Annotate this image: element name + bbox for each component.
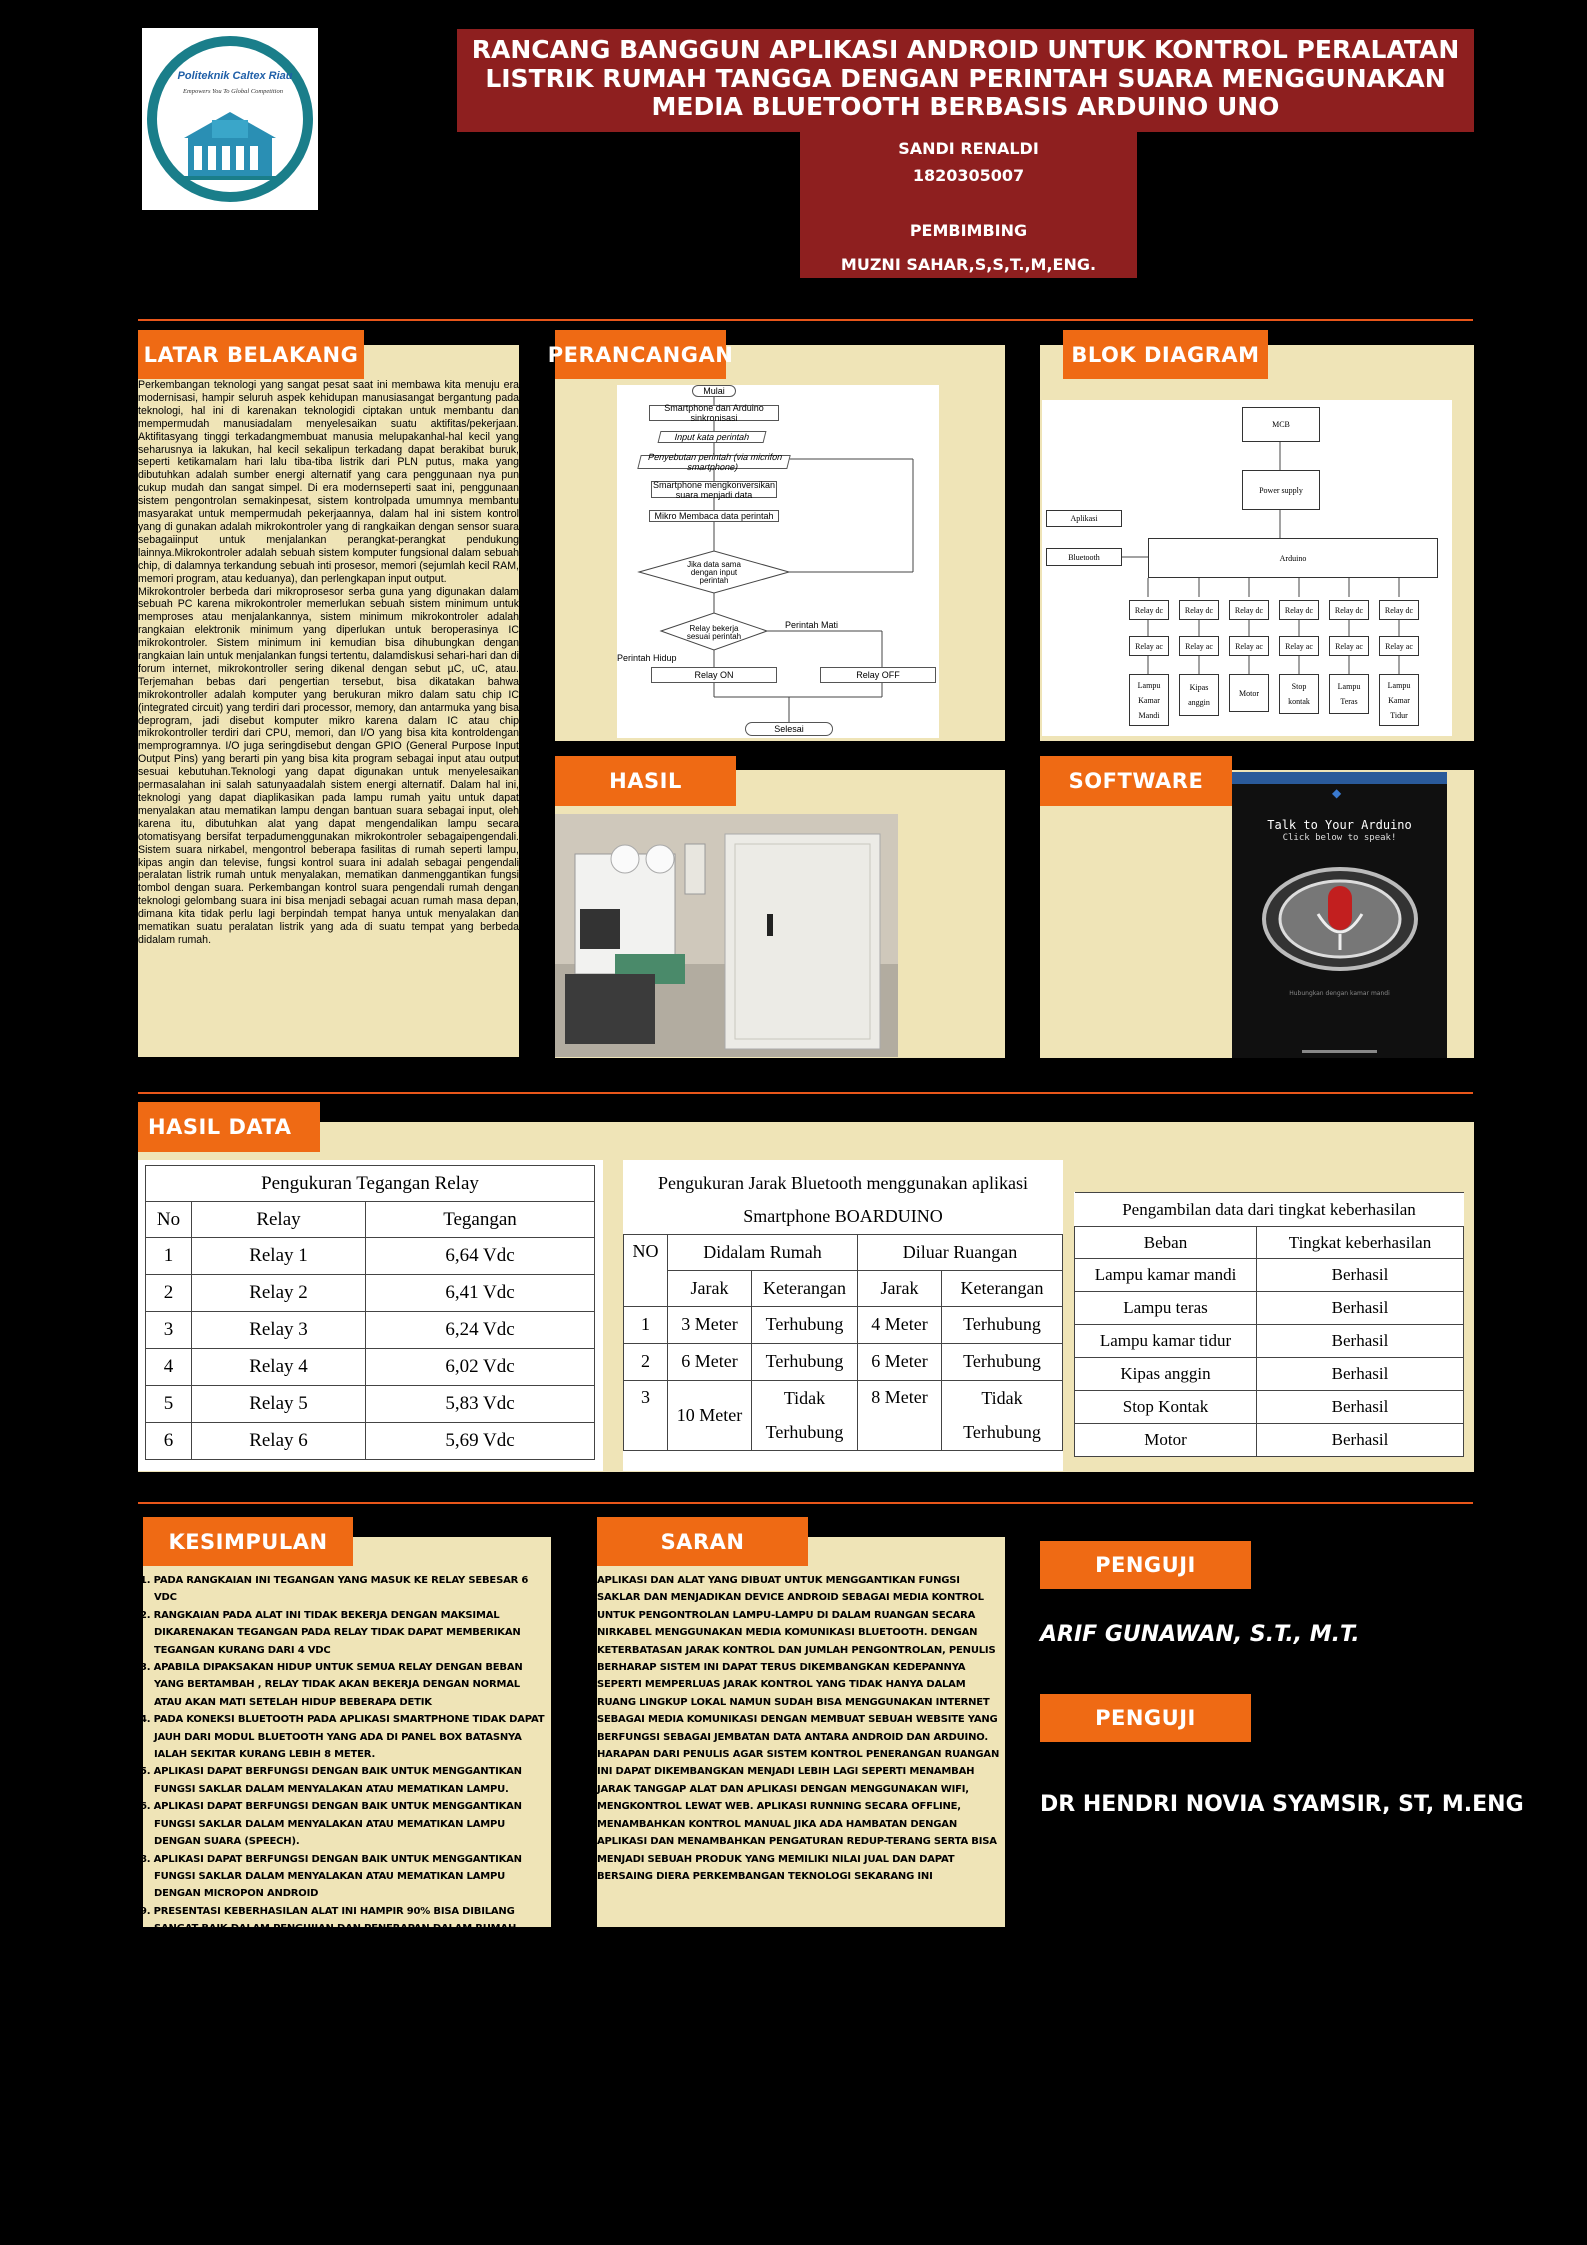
kesimpulan-item: 9. PRESENTASI KEBERHASILAN ALAT INI HAMPIR 90% BISA DIBILANG SANGAT BAIK DALAM PENGUJIAN DAN PENERAPAN DALAM RUMAH TANGGA — [140, 1905, 517, 1952]
table-row — [624, 1306, 1063, 1343]
title-line-2: LISTRIK RUMAH TANGGA DENGAN PERINTAH SUARA MENGGUNAKAN — [485, 64, 1446, 93]
logo — [142, 28, 318, 210]
table-header-no: No — [146, 1202, 192, 1238]
table-tegangan-title: Pengukuran Tegangan Relay — [146, 1166, 595, 1202]
table-jarak-header-ket: Keterangan — [752, 1270, 858, 1306]
fc-jika: Jika data sama dengan input perintah — [687, 560, 741, 585]
cell-relay: Relay 5 — [192, 1386, 366, 1423]
cell-jarak: 4 Meter — [858, 1306, 942, 1343]
fc-mulai: Mulai — [692, 385, 736, 397]
bd-mcb: MCB — [1242, 407, 1320, 442]
cell-relay: Relay 4 — [192, 1349, 366, 1386]
bd-relay-dc-5: Relay dc — [1329, 600, 1369, 620]
cell-no: 4 — [146, 1349, 192, 1386]
bd-relay-ac-2: Relay ac — [1179, 636, 1219, 656]
cell-jarak: 10 Meter — [668, 1380, 752, 1450]
microphone-icon[interactable] — [1260, 864, 1420, 974]
table-row — [146, 1349, 595, 1386]
cell-tingkat: Berhasil — [1257, 1325, 1464, 1358]
cell-no: 2 — [624, 1343, 668, 1380]
table-row — [1075, 1325, 1464, 1358]
table-row — [1075, 1424, 1464, 1457]
cell-relay: Relay 3 — [192, 1312, 366, 1349]
bd-relay-dc-4: Relay dc — [1279, 600, 1319, 620]
cell-no: 5 — [146, 1386, 192, 1423]
cell-tegangan: 5,69 Vdc — [366, 1423, 595, 1460]
device-photo — [555, 814, 898, 1057]
cell-no: 1 — [624, 1306, 668, 1343]
cell-ket: Tidak Terhubung — [752, 1380, 858, 1450]
cell-no: 1 — [146, 1238, 192, 1275]
kesimpulan-item: 3. APABILA DIPAKSAKAN HIDUP UNTUK SEMUA RELAY DENGAN BEBAN YANG BERTAMBAH , RELAY TIDAK AKAN BEKERJA DENGAN NORMAL ATAU AKAN MATI SETELAH HIDUP BEBERAPA DETIK — [140, 1662, 523, 1708]
hasil-data-tab: HASIL DATA — [138, 1102, 320, 1152]
cell-tingkat: Berhasil — [1257, 1292, 1464, 1325]
cell-tegangan: 6,64 Vdc — [366, 1238, 595, 1275]
penguji-name-1: ARIF GUNAWAN, S.T., M.T. — [1040, 1622, 1360, 1647]
table-row — [146, 1386, 595, 1423]
cell-jarak: 6 Meter — [858, 1343, 942, 1380]
cell-relay: Relay 1 — [192, 1238, 366, 1275]
bd-power: Power supply — [1242, 470, 1320, 510]
bd-load-5: Lampu Teras — [1329, 674, 1369, 714]
fc-penyebutan: Penyebutan perintah (via micrifon smartphone) — [637, 455, 790, 469]
table-jarak-header-dalam: Didalam Rumah — [668, 1234, 858, 1270]
fc-relay-q: Relay bekerja sesuai perintah — [686, 624, 742, 641]
author-box — [800, 132, 1137, 278]
cell-jarak: 6 Meter — [668, 1343, 752, 1380]
table-row — [624, 1343, 1063, 1380]
hasil-tab: HASIL — [555, 756, 736, 806]
cell-beban: Motor — [1075, 1424, 1257, 1457]
bd-relay-dc-6: Relay dc — [1379, 600, 1419, 620]
table-keberhasilan-title: Pengambilan data dari tingkat keberhasilan — [1075, 1193, 1464, 1227]
bd-load-6: Lampu Kamar Tidur — [1379, 674, 1419, 726]
bd-relay-ac-4: Relay ac — [1279, 636, 1319, 656]
software-tab: SOFTWARE — [1040, 756, 1232, 806]
penguji-tab-1: PENGUJI — [1040, 1541, 1251, 1589]
logo-emblem — [142, 28, 318, 210]
cell-no: 2 — [146, 1275, 192, 1312]
cell-beban: Lampu teras — [1075, 1292, 1257, 1325]
flowchart — [617, 385, 939, 738]
kesimpulan-item: 8. APLIKASI DAPAT BERFUNGSI DENGAN BAIK UNTUK MENGGANTIKAN FUNGSI SAKLAR DALAM MENYALAKAN ATAU MEMATIKAN LAMPU DENGAN MICROPON ANDROID — [140, 1853, 522, 1900]
cell-relay: Relay 6 — [192, 1423, 366, 1460]
app-header: Talk to Your Arduino — [1267, 818, 1412, 832]
device-photo-drawing — [555, 814, 898, 1057]
cell-tegangan: 5,83 Vdc — [366, 1386, 595, 1423]
bd-aplikasi: Aplikasi — [1046, 510, 1122, 527]
table-header-beban: Beban — [1075, 1227, 1257, 1259]
cell-jarak: 8 Meter — [858, 1380, 942, 1450]
cell-tingkat: Berhasil — [1257, 1358, 1464, 1391]
table-tegangan — [145, 1165, 595, 1460]
kesimpulan-item: 4. PADA KONEKSI BLUETOOTH PADA APLIKASI SMARTPHONE TIDAK DAPAT JAUH DARI MODUL BLUETOOTH YANG ADA DI PANEL BOX BATASNYA IALAH SEKITAR KURANG LEBIH 8 METER. — [140, 1714, 545, 1761]
bd-load-2: Kipas anggin — [1179, 674, 1219, 716]
cell-jarak: 3 Meter — [668, 1306, 752, 1343]
author-nim: 1820305007 — [912, 166, 1025, 185]
saran-text: APLIKASI DAN ALAT YANG DIBUAT UNTUK MENGGANTIKAN FUNGSI SAKLAR DAN MENJADIKAN DEVICE ANDROID SEBAGAI MEDIA KONTROL UNTUK PENGONTROLAN LAMPU-LAMPU DI DALAM RUANGAN SECARA NIRKABEL MENGGUNAKAN MEDIA KOMUNIKASI BLUETOOTH. DENGAN KETERBATASAN JARAK KONTROL DAN JUMLAH PENGONTROLAN, PENULIS BERHARAP SISTEM INI DAPAT TERUS DIKEMBANGKAN KEDEPANNYA SEPERTI MEMPERLUAS JARAK KONTROL YANG TIDAK HANYA DALAM RUANG LINGKUP LOKAL NAMUN SUDAH BISA MENGGUNAKAN INTERNET SEBAGAI MEDIA KOMUNIKASI DENGAN MEMBUAT SEBUAH WEBSITE YANG BERFUNGSI SEBAGAI JEMBATAN DATA ANTARA ANDROID DAN ARDUINO. HARAPAN DARI PENULIS AGAR SISTEM KONTROL PENERANGAN RUANGAN INI DAPAT DIKEMBANGKAN MENJADI LEBIH LAGI SEPERTI MENAMBAH JARAK TANGGAP ALAT DAN APLIKASI DENGAN MENGGUNAKAN WIFI, MENGKONTROL LEWAT WEB. APLIKASI RUNNING SECARA OFFLINE, MENAMBAHKAN KONTROL MANUAL JIKA ADA HAMBATAN DENGAN APLIKASI DAN MENAMBAHKAN PENGATURAN REDUP-TERANG SERTA BISA MENJADI SEBUAH PRODUK YANG MEMILIKI NILAI JUAL DAN DAPAT BERSAING DIERA PERKEMBANGAN TEKNOLOGI SEKARANG INI — [597, 1575, 1000, 1882]
title-line-1: RANCANG BANGGUN APLIKASI ANDROID UNTUK KONTROL PERALATAN — [471, 35, 1460, 64]
table-keberhasilan — [1074, 1192, 1464, 1457]
bd-arduino: Arduino — [1148, 538, 1438, 578]
perancangan-tab: PERANCANGAN — [555, 330, 726, 379]
bd-load-3: Motor — [1229, 674, 1269, 712]
saran-tab: SARAN — [597, 1517, 808, 1566]
cell-ket: Terhubung — [752, 1306, 858, 1343]
bd-load-1: Lampu Kamar Mandi — [1129, 674, 1169, 726]
kesimpulan-tab: KESIMPULAN — [143, 1517, 353, 1566]
block-diagram — [1042, 400, 1452, 736]
bd-bluetooth: Bluetooth — [1046, 548, 1122, 566]
kesimpulan-item: 2. RANGKAIAN PADA ALAT INI TIDAK BEKERJA DENGAN MAKSIMAL DIKARENAKAN TEGANGAN PADA RELAY TIDAK DAPAT MEMBERIKAN TEGANGAN KURANG DARI 4 VDC — [140, 1609, 521, 1656]
table-row — [1075, 1292, 1464, 1325]
app-screenshot — [1232, 772, 1447, 1058]
cell-tingkat: Berhasil — [1257, 1259, 1464, 1292]
table-row — [146, 1423, 595, 1460]
kesimpulan-item: 6. APLIKASI DAPAT BERFUNGSI DENGAN BAIK UNTUK MENGGANTIKAN FUNGSI SAKLAR DALAM MENYALAKAN ATAU MEMATIKAN LAMPU DENGAN SUARA (SPEECH). — [140, 1801, 522, 1848]
app-footer: Hubungkan dengan kamar mandi — [1289, 990, 1390, 997]
kesimpulan-item: 1. PADA RANGKAIAN INI TEGANGAN YANG MASUK KE RELAY SEBESAR 6 VDC — [140, 1575, 529, 1604]
cell-beban: Kipas anggin — [1075, 1358, 1257, 1391]
table-header-relay: Relay — [192, 1202, 366, 1238]
app-statusbar — [1232, 772, 1447, 784]
fc-convert: Smartphone mengkonversikan suara menjadi data — [652, 479, 776, 500]
bd-relay-dc-1: Relay dc — [1129, 600, 1169, 620]
fc-sync: Smartphone dan Arduino sinkronisasi — [649, 405, 779, 421]
cell-tegangan: 6,02 Vdc — [366, 1349, 595, 1386]
fc-relay-on: Relay ON — [651, 667, 777, 683]
fc-mikro: Mikro Membaca data perintah — [649, 510, 779, 522]
fc-input: Input kata perintah — [658, 431, 767, 443]
table-row — [1075, 1259, 1464, 1292]
blok-tab: BLOK DIAGRAM — [1063, 330, 1268, 379]
table-row — [146, 1275, 595, 1312]
table-jarak-header-luar: Diluar Ruangan — [858, 1234, 1063, 1270]
bd-relay-ac-5: Relay ac — [1329, 636, 1369, 656]
advisor-name: MUZNI SAHAR,S,S,T.,M,ENG. — [840, 255, 1097, 274]
table-jarak-header-no: NO — [624, 1234, 668, 1306]
cell-tingkat: Berhasil — [1257, 1424, 1464, 1457]
cell-tingkat: Berhasil — [1257, 1391, 1464, 1424]
cell-tegangan: 6,24 Vdc — [366, 1312, 595, 1349]
advisor-label: PEMBIMBING — [909, 221, 1028, 240]
table-jarak-title-2: Smartphone BOARDUINO — [743, 1206, 943, 1227]
fc-perintah-mati: Perintah Mati — [785, 620, 839, 630]
table-row — [146, 1238, 595, 1275]
author-name: SANDI RENALDI — [898, 139, 1039, 158]
cell-ket: Terhubung — [752, 1343, 858, 1380]
fc-perintah-hidup: Perintah Hidup — [617, 653, 677, 663]
fc-relay-off: Relay OFF — [820, 667, 936, 683]
cell-no: 6 — [146, 1423, 192, 1460]
table-row — [624, 1380, 1063, 1450]
cell-beban: Lampu kamar tidur — [1075, 1325, 1257, 1358]
cell-relay: Relay 2 — [192, 1275, 366, 1312]
latar-text: Perkembangan teknologi yang sangat pesat saat ini membawa kita menuju era modernisasi, hampir seluruh aspek kehidupan manusiasangat bergantung pada teknologi, hal ini di karenakan teknologidi ciptakan untuk membantu dan mempermudah manusiadalam menyelesaikan suatu aktifitas/pekerjaan. Aktifitasyang tinggi terkadangmembuat manusia melupakanhal-hal kecil yang seharusnya ia lakukan, hal kecil sekalipun terkadang dapat berakibat buruk, seperti ketikamalam hari lalu tiba-tiba listrik dari PLN putus, maka yang dibutuhkan adalah sumber energi alternatif yang cara penggunaan nya pun cukup mudah dan sangat simpel. Di era modernseperti saat ini, penggunaan sistem pengontrolan semakinpesat, sistem kontrolpada umumnya membantu masyarakat untuk mempermudah pekerjaannya, dalam hal ini sistem kontrol yang di gunakan adalah mikrokontroler yang di rangkaikan dengan sensor suara sebagaiinput untuk menjalankan perangkat-perangkat pendukung lainnya.Mikrokontroler adalah sebuah sistem komputer fungsional dalam sebuah chip, di dalamnya terkandung sebuah inti prosesor, memori (sejumlah kecil RAM, memori program, atau keduanya), dan perlengkapan input output. Mikrokontroler berbeda dari mikroprosesor serba guna yang digunakan dalam sebuah PC karena mikrokontroler memerlukan sebuah sistem minimum untuk memproses atau menjalankannya, sistem minimum mikrokontroler adalah rangkaian elektronik minimum yang diperlukan untuk beroperasinya IC mikrokontroler. Sistem minimum ini kemudian bisa dihubungkan dengan rangkaian lain untuk menjalankan fungsi tertentu, dalamdiskusi sehari-hari dan di forum internet, mikrokontroller sering dikenal dengan sebut µC, uC, atau. Terjemahan bebas dari pengertian tersebut, bisa dikatakan bahwa mikrokontroller adalah komputer yang berukuran mikro dalam satu chip IC (integrated circuit) yang terdiri dari processor, memory, dan antarmuka yang bisa deprogram, jadi disebut komputer mikro karena dalam IC atau chip mikrokontroller terdiri dari CPU, memori, dan I/O yang bisa kita kontroldengan memprogramnya. I/O juga seringdisebut dengan GPIO (General Purpose Input Output Pins) yang berarti pin yang bisa kita program sebagai input atau output sesuai kebutuhan.Teknologi yang dapat digunakan untuk menyelesaikan permasalahan ini salah satunyaadalah sistem energi alternatif. Dalam hal ini, teknologi yang dapat diaplikasikan pada lampu rumah yaitu untuk dapat menyalakan atau mematikan lampu dengan bantuan suara sebagai input, oleh karena itu, dibutuhkan alat yang dapat mengendalikan lampu secara otomatisyang bersifat terpadumenggunakan mikrokontroler sebagaipengendali. Sistem suara nirkabel, mengontrol beberapa fasilitas di rumah seperti lampu, kipas angin dan televise, fungsi kontrol suara ini adalah sebagai pengendali peralatan listrik rumah untuk menyalakan, mematikan danmenggantikan fungsi tombol dengan suara. Perkembangan kontrol suara pengendali rumah dengan teknologi gelombang suara ini bisa menjadi sebagai acuan rumah masa depan, dimana kita tidak perlu lagi berpindah tempat hanya untuk menyalakan dan mematikan suatu peralatan listrik yang ada di suatu tempat yang berbeda didalam rumah. — [138, 379, 519, 946]
bd-relay-ac-3: Relay ac — [1229, 636, 1269, 656]
table-jarak-header-ket: Keterangan — [942, 1270, 1063, 1306]
fc-selesai: Selesai — [745, 722, 833, 736]
kesimpulan-item: 5. APLIKASI DAPAT BERFUNGSI DENGAN BAIK UNTUK MENGGANTIKAN FUNGSI SAKLAR DALAM MENYALAKAN ATAU MEMATIKAN LAMPU. — [140, 1766, 522, 1795]
title-line-3: MEDIA BLUETOOTH BERBASIS ARDUINO UNO — [651, 92, 1280, 121]
table-row — [1075, 1358, 1464, 1391]
kesimpulan-list — [140, 1572, 548, 1955]
divider-3 — [138, 1502, 1473, 1504]
table-header-tegangan: Tegangan — [366, 1202, 595, 1238]
cell-ket: Terhubung — [942, 1306, 1063, 1343]
bluetooth-icon: ◆ — [1332, 786, 1342, 800]
bd-relay-ac-6: Relay ac — [1379, 636, 1419, 656]
cell-no: 3 — [146, 1312, 192, 1349]
table-jarak-title-1: Pengukuran Jarak Bluetooth menggunakan aplikasi — [658, 1172, 1028, 1193]
bd-relay-dc-2: Relay dc — [1179, 600, 1219, 620]
cell-no: 3 — [624, 1380, 668, 1450]
logo-title: Politeknik Caltex Riau — [177, 70, 293, 82]
logo-tagline: Empowers You To Global Competition — [183, 88, 283, 95]
table-header-tingkat: Tingkat keberhasilan — [1257, 1227, 1464, 1259]
cell-beban: Lampu kamar mandi — [1075, 1259, 1257, 1292]
penguji-tab-2: PENGUJI — [1040, 1694, 1251, 1742]
app-home-bar — [1302, 1050, 1377, 1053]
cell-tegangan: 6,41 Vdc — [366, 1275, 595, 1312]
cell-ket: Tidak Terhubung — [942, 1380, 1063, 1450]
bd-load-4: Stop kontak — [1279, 674, 1319, 714]
title-band — [457, 29, 1474, 132]
divider-1 — [138, 319, 1473, 321]
divider-2 — [138, 1092, 1473, 1094]
cell-beban: Stop Kontak — [1075, 1391, 1257, 1424]
table-jarak — [623, 1166, 1063, 1451]
bd-relay-dc-3: Relay dc — [1229, 600, 1269, 620]
table-row — [1075, 1391, 1464, 1424]
table-jarak-header-jarak: Jarak — [858, 1270, 942, 1306]
penguji-name-2: DR HENDRI NOVIA SYAMSIR, ST, M.ENG — [1040, 1792, 1524, 1817]
bd-relay-ac-1: Relay ac — [1129, 636, 1169, 656]
cell-ket: Terhubung — [942, 1343, 1063, 1380]
latar-tab: LATAR BELAKANG — [138, 330, 364, 379]
table-row — [146, 1312, 595, 1349]
table-jarak-header-jarak: Jarak — [668, 1270, 752, 1306]
app-subheader: Click below to speak! — [1282, 833, 1397, 843]
